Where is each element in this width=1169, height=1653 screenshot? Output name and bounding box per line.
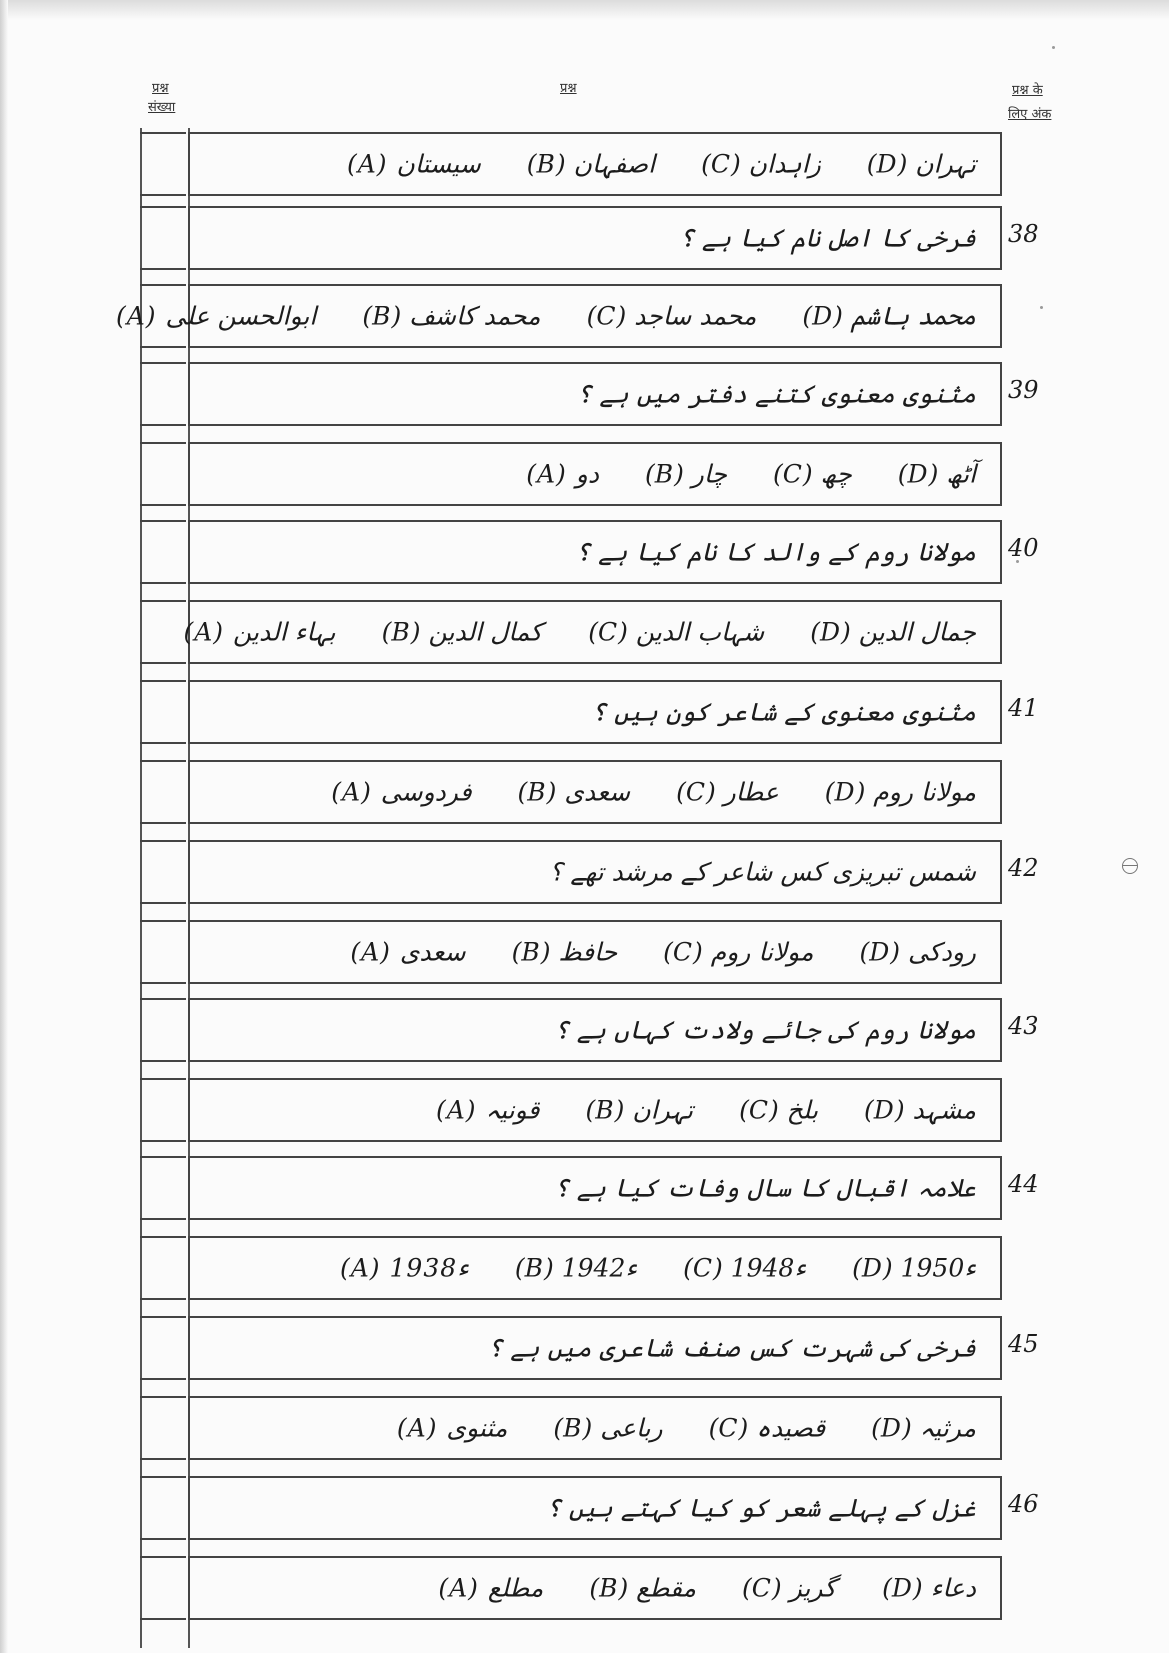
option-c: (C) بلخ — [739, 1095, 819, 1125]
option-a: (A) مطلع — [438, 1573, 544, 1603]
number-cell — [140, 362, 186, 426]
option-a: (A) سعدی — [350, 937, 466, 967]
number-cell — [140, 1556, 186, 1620]
option-b: (B) اصفہان — [526, 149, 656, 179]
question-text: فرخی کی شہرت کس صنف شاعری میں ہے ؟ — [487, 1333, 976, 1363]
option-c: (C) شہاب الدین — [588, 617, 765, 647]
option-d: (D) جمال الدین — [810, 617, 976, 647]
option-a: (A) فردوسی — [331, 777, 472, 807]
option-c: (C) محمد ساجد — [586, 301, 757, 331]
options-text — [138, 618, 977, 647]
number-cell — [140, 520, 186, 584]
question-row — [188, 998, 1002, 1062]
number-cell — [140, 1396, 186, 1460]
options-text — [294, 1254, 976, 1283]
option-b: (B) چار — [644, 459, 727, 489]
question-text: مولانا روم کے والد کا نام کیا ہے ؟ — [575, 537, 976, 567]
option-c: (C) گریز — [742, 1573, 837, 1603]
number-cell — [140, 600, 186, 664]
number-cell — [140, 1156, 186, 1220]
options-text — [351, 1414, 976, 1443]
question-number: 39 — [1008, 376, 1039, 404]
option-d: (D) رودکی — [859, 937, 976, 967]
scan-shadow-top — [0, 0, 1169, 20]
option-a: (A) سیستان — [346, 149, 481, 179]
question-text: فرخی کا اصل نام کیا ہے ؟ — [679, 223, 976, 253]
question-row — [188, 362, 1002, 426]
question-row — [188, 840, 1002, 904]
option-b: (B) مقطع — [589, 1573, 697, 1603]
number-cell — [140, 680, 186, 744]
option-b: (B) سعدی — [517, 777, 631, 807]
option-c: (C) عطار — [676, 777, 779, 807]
option-b: (B) تہران — [585, 1095, 694, 1125]
options-row — [188, 920, 1002, 984]
number-cell — [140, 1078, 186, 1142]
options-row — [188, 1236, 1002, 1300]
option-b: (B) حافظ — [511, 937, 618, 967]
question-number: 42 — [1008, 854, 1039, 882]
question-text: شمس تبریزی کس شاعر کے مرشد تھے ؟ — [549, 857, 976, 887]
question-number: 46 — [1008, 1490, 1039, 1518]
options-text — [70, 302, 976, 331]
question-text: مثنوی معنوی کے شاعر کون ہیں ؟ — [591, 697, 976, 727]
question-row — [188, 680, 1002, 744]
option-a: (A) مثنوی — [396, 1413, 508, 1443]
number-cell — [140, 132, 186, 196]
option-c: (C) مولانا روم — [663, 937, 814, 967]
scan-shadow-left — [0, 0, 8, 1653]
question-text: مثنوی معنوی کتنے دفتر میں ہے ؟ — [576, 379, 976, 409]
number-cell — [140, 920, 186, 984]
options-row — [188, 1396, 1002, 1460]
option-c: (C) زاہدان — [701, 149, 821, 179]
option-d: (D) مرثیہ — [871, 1413, 976, 1443]
number-cell — [140, 760, 186, 824]
question-number: 43 — [1008, 1012, 1039, 1040]
header-question-number-line2: संख्या — [148, 100, 176, 115]
options-text — [285, 778, 976, 807]
option-a: (A) 1938ء — [340, 1253, 469, 1283]
question-text: غزل کے پہلے شعر کو کیا کہتے ہیں ؟ — [546, 1493, 976, 1523]
option-b: (B) رباعی — [553, 1413, 663, 1443]
question-row — [188, 1316, 1002, 1380]
number-cell — [140, 1476, 186, 1540]
option-d: (D) 1950ء — [852, 1253, 976, 1283]
number-cell — [140, 840, 186, 904]
options-text — [301, 150, 976, 179]
options-row — [188, 760, 1002, 824]
question-number: 38 — [1008, 220, 1039, 248]
options-text — [392, 1574, 976, 1603]
question-number: 40 — [1008, 534, 1039, 562]
header-marks-line2: लिए अंक — [1008, 107, 1052, 122]
options-row — [188, 1556, 1002, 1620]
options-row — [188, 132, 1002, 196]
option-c: (C) چھ — [772, 459, 852, 489]
header-question-number-line1: प्रश्न — [152, 81, 169, 96]
number-cell — [140, 998, 186, 1062]
option-d: (D) مولانا روم — [824, 777, 976, 807]
option-b: (B) 1942ء — [514, 1253, 638, 1283]
number-cell — [140, 206, 186, 270]
options-row — [115, 284, 1002, 348]
question-row — [188, 1156, 1002, 1220]
option-a: (A) قونیہ — [435, 1095, 540, 1125]
option-d: (D) آٹھ — [897, 459, 976, 489]
question-number: 44 — [1008, 1170, 1039, 1198]
question-number: 45 — [1008, 1330, 1039, 1358]
question-row — [188, 520, 1002, 584]
options-text — [304, 938, 976, 967]
option-a: (A) دو — [526, 459, 599, 489]
question-text: مولانا روم کی جائے ولادت کہاں ہے ؟ — [554, 1015, 976, 1045]
option-d: (D) تہران — [866, 149, 976, 179]
question-text: علامہ اقبال کا سال وفات کیا ہے ؟ — [554, 1173, 976, 1203]
options-text — [390, 1096, 976, 1125]
question-number: 41 — [1008, 694, 1039, 722]
number-cell — [140, 442, 186, 506]
option-b: (B) محمد کاشف — [362, 301, 541, 331]
number-cell — [140, 1316, 186, 1380]
option-b: (B) کمال الدین — [381, 617, 543, 647]
header-marks-line1: प्रश्न के — [1012, 83, 1043, 98]
option-c: (C) 1948ء — [683, 1253, 807, 1283]
option-d: (D) مشہد — [864, 1095, 976, 1125]
question-row — [188, 206, 1002, 270]
options-row — [183, 600, 1002, 664]
options-text — [480, 460, 976, 489]
scan-speck — [1052, 46, 1055, 49]
option-d: (D) محمد ہاشم — [802, 301, 976, 331]
number-cell — [140, 284, 186, 348]
option-a: (A) ابوالحسن علی — [115, 301, 317, 331]
header-question: प्रश्न — [560, 81, 577, 96]
options-row — [188, 442, 1002, 506]
option-a: (A) بہاء الدین — [183, 617, 336, 647]
option-d: (D) دعاء — [882, 1573, 976, 1603]
question-row — [188, 1476, 1002, 1540]
options-row — [188, 1078, 1002, 1142]
option-c: (C) قصیدہ — [708, 1413, 826, 1443]
scan-speck — [1040, 306, 1043, 309]
number-cell — [140, 1236, 186, 1300]
registration-mark-icon — [1122, 858, 1138, 874]
